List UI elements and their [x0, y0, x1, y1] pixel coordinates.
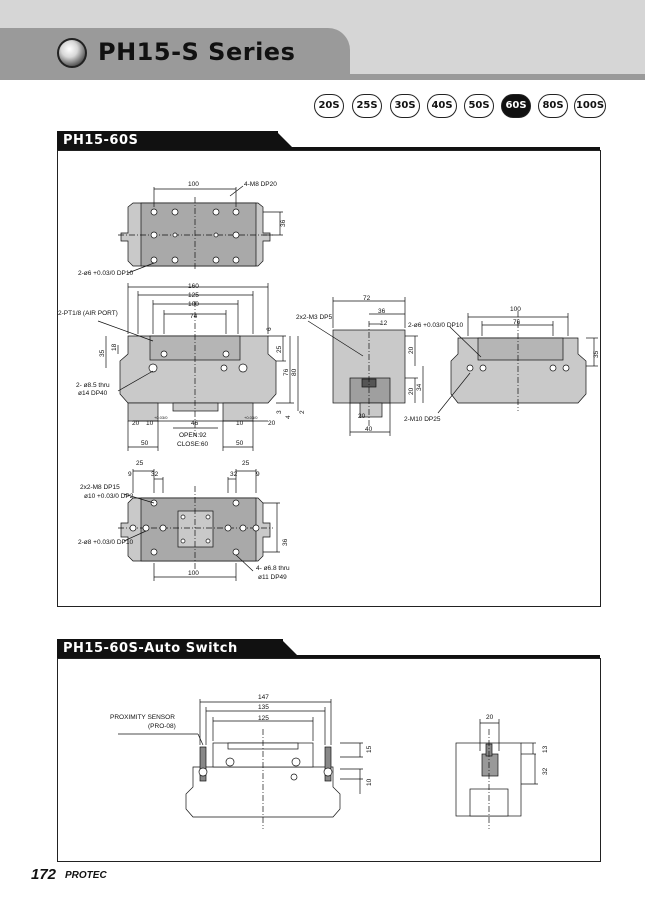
dim-label: 50 — [236, 440, 244, 447]
dim-label: 10 — [366, 778, 373, 786]
dim-label: 20 — [358, 413, 366, 420]
dim-label: 12 — [380, 320, 388, 327]
dim-label: 4 — [285, 415, 292, 419]
dim-label: 18 — [111, 343, 118, 351]
dim-label: 35 — [593, 350, 600, 358]
dim-label: 6 — [266, 327, 273, 331]
note-label: 2-ø6 +0.03/0 DP10 — [408, 322, 464, 329]
dim-label: 34 — [416, 383, 423, 391]
dim-label: 32 — [151, 471, 159, 478]
dim-label: 2 — [299, 410, 306, 414]
dim-label: 9 — [128, 471, 132, 478]
note-label: 4- ø6.8 thru — [256, 565, 290, 572]
dim-label: 20 — [132, 420, 140, 427]
tab-20s[interactable]: 20S — [314, 94, 344, 118]
sensor-model-label: (PRO-08) — [148, 723, 176, 730]
note-label: 2-ø8 +0.03/0 DP10 — [78, 539, 134, 546]
dim-label: 76 — [513, 319, 521, 326]
dim-label: 15 — [366, 745, 373, 753]
tab-40s[interactable]: 40S — [427, 94, 457, 118]
tolerance-label: +0.03/0 — [244, 415, 258, 420]
dim-label: 80 — [291, 368, 298, 376]
dim-label: 160 — [188, 283, 199, 290]
dim-label: 100 — [510, 306, 521, 313]
dim-label: 125 — [188, 292, 199, 299]
note-label: 2-ø6 +0.03/0 DP10 — [78, 270, 134, 277]
dim-label: 36 — [282, 538, 289, 546]
stroke-close-label: CLOSE:60 — [177, 441, 209, 448]
top-view — [118, 186, 283, 273]
stroke-open-label: OPEN:92 — [179, 432, 207, 439]
dim-label: 76 — [283, 368, 290, 376]
dim-label: 10 — [146, 420, 154, 427]
dim-label: 147 — [258, 694, 269, 701]
section-title: PH15-60S — [57, 131, 278, 151]
auto-switch-side-view — [456, 719, 538, 829]
tab-80s[interactable]: 80S — [538, 94, 568, 118]
dim-label: 135 — [258, 704, 269, 711]
brand-name: PROTEC — [65, 870, 107, 881]
dim-label: 9 — [256, 471, 260, 478]
dim-label: 40 — [365, 426, 373, 433]
note-label: ø11 DP49 — [258, 574, 287, 581]
dim-label: 50 — [141, 440, 149, 447]
dimension-drawing-panel — [57, 150, 601, 607]
note-label: 4-M8 DP20 — [244, 181, 277, 188]
dim-label: 32 — [542, 767, 549, 775]
dim-label: 100 — [188, 181, 199, 188]
note-label: 2-M10 DP25 — [404, 416, 441, 423]
note-label: 2- ø8.5 thru — [76, 382, 110, 389]
page-number: 172 — [31, 866, 57, 883]
dim-label: 125 — [258, 715, 269, 722]
dim-label: 20 — [486, 714, 494, 721]
dim-label: 25 — [242, 460, 250, 467]
note-label: 2x2-M3 DP5 — [296, 314, 333, 321]
dim-label: 25 — [276, 345, 283, 353]
tab-50s[interactable]: 50S — [464, 94, 494, 118]
note-label: ø10 +0.03/0 DP2 — [84, 493, 134, 500]
dim-label: 32 — [230, 471, 238, 478]
series-badge-icon — [57, 38, 87, 68]
note-label: 2-PT1/8 (AIR PORT) — [58, 310, 118, 317]
dim-label: 100 — [188, 570, 199, 577]
dim-label: 20 — [408, 346, 415, 354]
dim-label: 74 — [190, 313, 198, 320]
dimension-drawing — [58, 151, 600, 606]
tab-30s[interactable]: 30S — [390, 94, 420, 118]
tab-100s[interactable]: 100S — [574, 94, 606, 118]
dim-label: 36 — [378, 308, 386, 315]
sensor-label: PROXIMITY SENSOR — [110, 714, 175, 721]
auto-switch-drawing-panel — [57, 658, 601, 862]
dim-label: 10 — [236, 420, 244, 427]
dim-label: 46 — [191, 420, 199, 427]
dim-label: 13 — [542, 745, 549, 753]
note-label: ø14 DP40 — [78, 390, 108, 397]
dim-label: 20 — [408, 387, 415, 395]
auto-switch-drawing — [58, 659, 600, 861]
note-label: 2x2-M8 DP15 — [80, 484, 120, 491]
page-title: PH15-S Series — [98, 38, 296, 66]
section-title: PH15-60S-Auto Switch — [57, 639, 283, 659]
dim-label: 36 — [280, 219, 287, 227]
tab-25s[interactable]: 25S — [352, 94, 382, 118]
tab-60s[interactable]: 60S — [501, 94, 531, 118]
dim-label: 3 — [276, 410, 283, 414]
tolerance-label: +0.03/0 — [154, 415, 168, 420]
dim-label: 35 — [99, 349, 106, 357]
dim-label: 100 — [188, 301, 199, 308]
header-underline — [0, 74, 645, 80]
dim-label: 20 — [268, 420, 276, 427]
dim-label: 25 — [136, 460, 144, 467]
dim-label: 72 — [363, 295, 371, 302]
